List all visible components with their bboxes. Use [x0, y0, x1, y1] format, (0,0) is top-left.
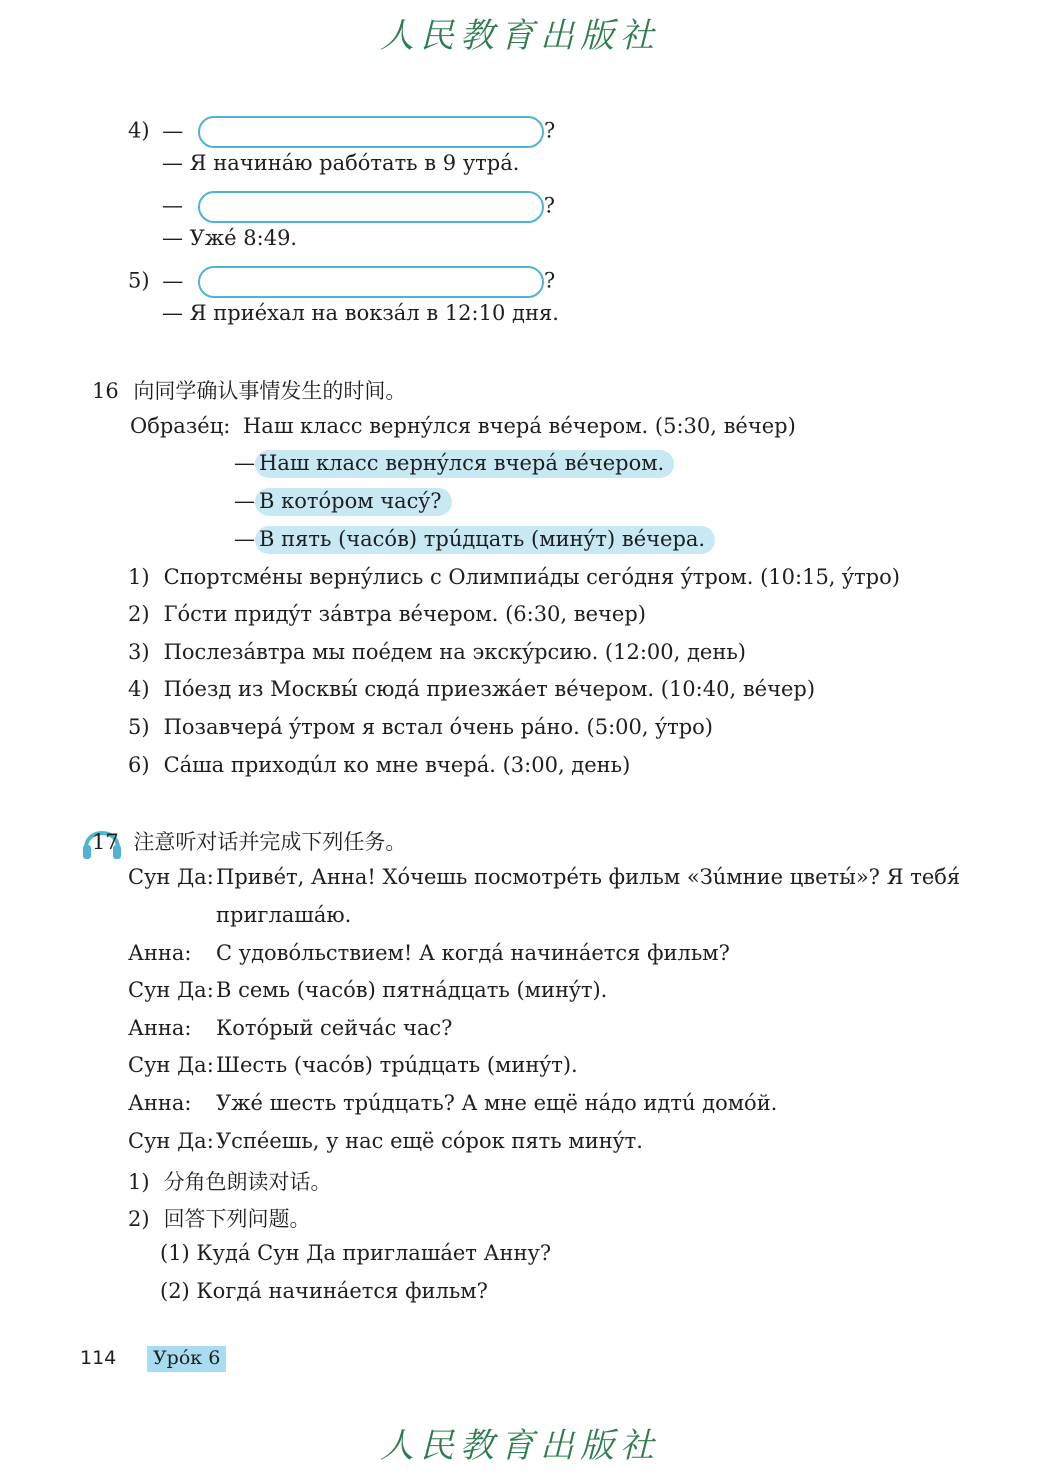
item-text: Пóезд из Москвы́ сюдá приезжáет вéчером. (10:40, вéчер) — [163, 677, 816, 701]
item-text: Гóсти придýт зáвтра вéчером. (6:30, вечер) — [163, 602, 646, 626]
ex16-heading — [92, 375, 406, 405]
sample-dialog-line — [234, 527, 715, 551]
item-text: Позавчерá ýтром я встал óчень рáно. (5:00, ýтро) — [163, 715, 713, 739]
page-number: 114 — [80, 1347, 117, 1369]
dialog-text: Шесть (часóв) трúдцать (минýт). — [216, 1053, 578, 1077]
answer-blank-input[interactable] — [198, 191, 544, 223]
question-mark: ? — [543, 268, 556, 293]
exercise-number: 16 — [92, 379, 119, 403]
speaker-name: Сун Да: — [128, 978, 214, 1002]
list-item — [128, 715, 713, 739]
dash: — — [234, 489, 255, 513]
dialog-text: Котóрый сейчáс час? — [216, 1016, 453, 1040]
publisher-logo-top: 人民教育出版社 — [380, 16, 660, 56]
item-number: 4) — [128, 118, 150, 143]
list-item — [128, 602, 646, 626]
list-item — [128, 640, 746, 664]
sample-sentence: Наш класс вернýлся вчерá вéчером. (5:30, вéчер) — [242, 414, 796, 438]
ex17-heading — [92, 826, 406, 856]
speaker-name: Сун Да: — [128, 1053, 214, 1077]
ex15-item-4-question-row — [128, 116, 555, 148]
ex15-item-5-answer-1: — Я приéхал на вокзáл в 12:10 дня. — [162, 301, 559, 325]
answer-blank-input[interactable] — [198, 266, 544, 298]
item-number: 2) — [128, 1207, 150, 1231]
question-item: (2) Когдá начинáется фильм? — [160, 1279, 488, 1303]
item-number: 2) — [128, 602, 150, 626]
list-item — [128, 677, 815, 701]
dialog-line — [128, 941, 730, 965]
sample-label: Образéц: — [130, 414, 231, 438]
dialog-line — [128, 1016, 452, 1040]
exercise-number: 17 — [92, 830, 119, 854]
dialog-line — [128, 1129, 643, 1153]
item-number: 3) — [128, 640, 150, 664]
speaker-name: Анна: — [128, 1016, 192, 1040]
item-number: 1) — [128, 565, 150, 589]
item-text: Сáша приходúл ко мне вчерá. (3:00, день) — [163, 753, 631, 777]
highlighted-reply: В котóром часý? — [255, 488, 452, 516]
dialog-text: Ужé шесть трúдцать? А мне ещё нáдо идтú домóй. — [216, 1091, 778, 1115]
dialog-line — [128, 978, 607, 1002]
speaker-name: Сун Да: — [128, 865, 214, 889]
dialog-text: В семь (часóв) пятнáдцать (минýт). — [216, 978, 608, 1002]
task-text: 回答下列问题。 — [163, 1207, 311, 1231]
dialog-text: Привéт, Анна! Хóчешь посмотрéть фильм «Зúмние цветы́»? Я тебя́ — [216, 865, 961, 889]
dash: — — [234, 527, 255, 551]
dash: — — [234, 451, 255, 475]
ex15-item-4-answer-2: — Ужé 8:49. — [162, 226, 298, 250]
item-number: 5) — [128, 715, 150, 739]
item-text: Послезáвтра мы поéдем на экскýрсию. (12:00, день) — [163, 640, 746, 664]
speaker-name: Анна: — [128, 941, 192, 965]
item-number: 4) — [128, 677, 150, 701]
task-item — [128, 1166, 332, 1196]
dialog-line — [128, 1053, 578, 1077]
sample-dialog-line — [234, 489, 452, 513]
dash: — — [162, 268, 184, 293]
task-item — [128, 1203, 311, 1233]
highlighted-reply: Наш класс вернýлся вчерá вéчером. — [255, 450, 674, 478]
list-item — [128, 565, 900, 589]
dialog-text: Успéешь, у нас ещё сóрок пять минýт. — [216, 1129, 643, 1153]
dialog-text: С удовóльствием! А когдá начинáется фильм? — [216, 941, 730, 965]
speaker-name: Анна: — [128, 1091, 192, 1115]
exercise-instruction: 注意听对话并完成下列任务。 — [133, 830, 407, 854]
speaker-name: Сун Да: — [128, 1129, 214, 1153]
page-footer — [80, 1345, 226, 1369]
task-text: 分角色朗读对话。 — [163, 1170, 332, 1194]
item-text: Спортсмéны вернýлись с Олимпиáды сегóдня ýтром. (10:15, ýтро) — [163, 565, 900, 589]
highlighted-reply: В пять (часóв) трúдцать (минýт) вéчера. — [255, 526, 715, 554]
sample-dialog-line — [234, 451, 674, 475]
dash: — — [162, 193, 183, 218]
question-mark: ? — [543, 118, 556, 143]
item-number: 5) — [128, 268, 150, 293]
list-item — [128, 753, 630, 777]
lesson-label: Урóк 6 — [147, 1346, 226, 1372]
dash: — — [162, 118, 184, 143]
answer-blank-input[interactable] — [198, 116, 544, 148]
ex15-item-4-question-row-2 — [162, 191, 555, 223]
ex16-sample — [130, 414, 796, 438]
publisher-logo-bottom: 人民教育出版社 — [380, 1426, 660, 1466]
item-number: 1) — [128, 1170, 150, 1194]
item-number: 6) — [128, 753, 150, 777]
ex15-item-5-question-row — [128, 266, 555, 298]
ex15-item-4-answer-1: — Я начинáю рабóтать в 9 утрá. — [162, 151, 520, 175]
dialog-line — [128, 1091, 777, 1115]
dialog-line-continuation: приглашáю. — [216, 903, 352, 927]
exercise-instruction: 向同学确认事情发生的时间。 — [133, 379, 407, 403]
dialog-line — [128, 865, 960, 889]
question-item: (1) Кудá Сун Да приглашáет Анну? — [160, 1241, 552, 1265]
question-mark: ? — [543, 193, 555, 218]
